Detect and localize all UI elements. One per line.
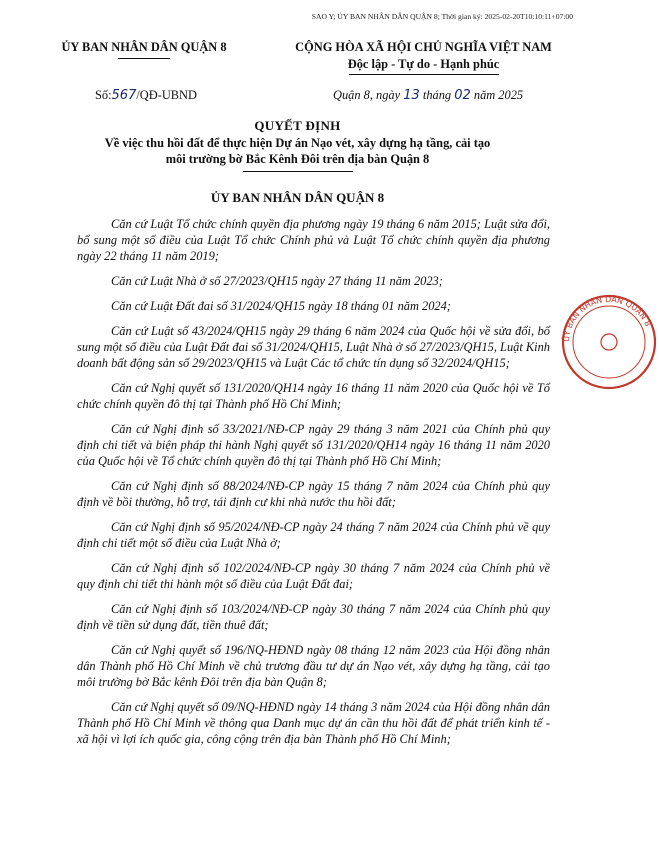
legal-bases [77,216,550,756]
legal-basis-item: Căn cứ Luật Đất đai số 31/2024/QH15 ngày 18 tháng 01 năm 2024; [111,299,451,313]
subtitle-line-1: Về việc thu hồi đất để thực hiện Dự án Nạo vét, xây dựng hạ tầng, cải tạo [104,136,491,150]
official-seal [559,292,653,392]
issuer-header [54,40,234,59]
document-number [95,88,197,103]
title-block [40,118,555,172]
legal-basis-item: Căn cứ Nghị định số 103/2024/NĐ-CP ngày 30 tháng 7 năm 2024 của Chính phủ quy định về tiền sử dụng đất, tiền thuê đất; [77,602,550,632]
date-month-handwritten: 02 [454,88,471,103]
issuer-underline [118,58,170,59]
issuing-authority: ỦY BAN NHÂN DÂN QUẬN 8 [210,190,385,205]
legal-basis-item: Căn cứ Nghị định số 33/2021/NĐ-CP ngày 29 tháng 3 năm 2021 của Chính phủ quy định chi tiết và biện pháp thi hành Nghị quyết số 131/2020/QH14 ngày 16 tháng 11 năm 2020 của Quốc hội về Tổ chức chính quyền đô thị tại Thành phố Hồ Chí Minh; [77,422,550,468]
document-date [333,88,523,103]
seal-text-path: ỦY BAN NHÂN DÂN QUẬN 8 [561,294,653,343]
digital-copy-stamp: SAO Y; ỦY BAN NHÂN DÂN QUẬN 8; Thời gian ký: 2025-02-20T10:10:11+07:00 [311,12,573,21]
seal-center-star [601,334,617,350]
legal-basis-item: Căn cứ Nghị định số 95/2024/NĐ-CP ngày 24 tháng 7 năm 2024 của Chính phủ về quy định chi tiết một số điều của Luật Nhà ở; [77,520,550,550]
nation-name: CỘNG HÒA XÃ HỘI CHỦ NGHĨA VIỆT NAM [295,40,552,54]
date-year-label: năm 2025 [473,88,524,102]
doc-number-handwritten: 567 [111,88,137,103]
legal-basis-item: Căn cứ Nghị quyết số 131/2020/QH14 ngày 16 tháng 11 năm 2020 của Quốc hội về Tổ chức chính quyền đô thị tại Thành phố Hồ Chí Minh; [77,381,550,411]
motto-underline [349,74,499,75]
legal-basis-item: Căn cứ Nghị quyết số 09/NQ-HĐND ngày 14 tháng 3 năm 2024 của Hội đồng nhân dân Thành phố Hồ Chí Minh về thông qua Danh mục dự án cần thu hồi đất để phát triển kinh tế - xã hội vì lợi ích quốc gia, công cộng trên địa bàn Thành phố Hồ Chí Minh; [77,700,550,746]
date-place-prefix: Quận 8, ngày [333,88,401,102]
doc-number-prefix: Số: [95,88,112,102]
legal-basis-item: Căn cứ Luật Nhà ở số 27/2023/QH15 ngày 27 tháng 11 năm 2023; [111,274,443,288]
document-subtitle [40,135,555,172]
doc-number-suffix: /QĐ-UBND [136,88,197,102]
issuer-name: ỦY BAN NHÂN DÂN QUẬN 8 [61,40,227,54]
legal-basis-item: Căn cứ Nghị định số 88/2024/NĐ-CP ngày 15 tháng 7 năm 2024 của Chính phủ quy định về bồi thường, hỗ trợ, tái định cư khi nhà nước thu hồi đất; [77,479,550,509]
legal-basis-item: Căn cứ Luật số 43/2024/QH15 ngày 29 tháng 6 năm 2024 của Quốc hội về sửa đổi, bổ sung một số điều của Luật Đất đai số 31/2024/QH15, Luật Nhà ở số 27/2023/QH15, Luật Kinh doanh bất động sản số 29/2023/QH15 và Luật Các tổ chức tín dụng số 32/2024/QH15; [77,324,550,370]
date-day-handwritten: 13 [403,88,420,103]
legal-basis-item: Căn cứ Luật Tổ chức chính quyền địa phương ngày 19 tháng 6 năm 2015; Luật sửa đổi, bổ sung một số điều của Luật Tổ chức Chính phủ và Luật Tổ chức chính quyền địa phương ngày 22 tháng 11 năm 2019; [77,217,550,263]
subtitle-line-2: môi trường bờ Bắc Kênh Đôi trên địa bàn Quận 8 [165,152,430,166]
document-title: QUYẾT ĐỊNH [254,118,341,133]
national-header [286,40,561,75]
subtitle-underline [243,171,353,172]
seal-graphic [559,292,659,392]
national-motto: Độc lập - Tự do - Hạnh phúc [347,57,500,71]
date-month-label: tháng [422,88,452,102]
legal-basis-item: Căn cứ Nghị định số 102/2024/NĐ-CP ngày 30 tháng 7 năm 2024 của Chính phủ về quy định chi tiết thi hành một số điều của Luật Đất đai; [77,561,550,591]
seal-inner-ring [573,306,645,378]
legal-basis-item: Căn cứ Nghị quyết số 196/NQ-HĐND ngày 08 tháng 12 năm 2023 của Hội đồng nhân dân Thành phố Hồ Chí Minh về chủ trương đầu tư dự án Nạo vét, xây dựng hạ tầng, cải tạo môi trường bờ Bắc kênh Đôi trên địa bàn Quận 8; [77,643,550,689]
